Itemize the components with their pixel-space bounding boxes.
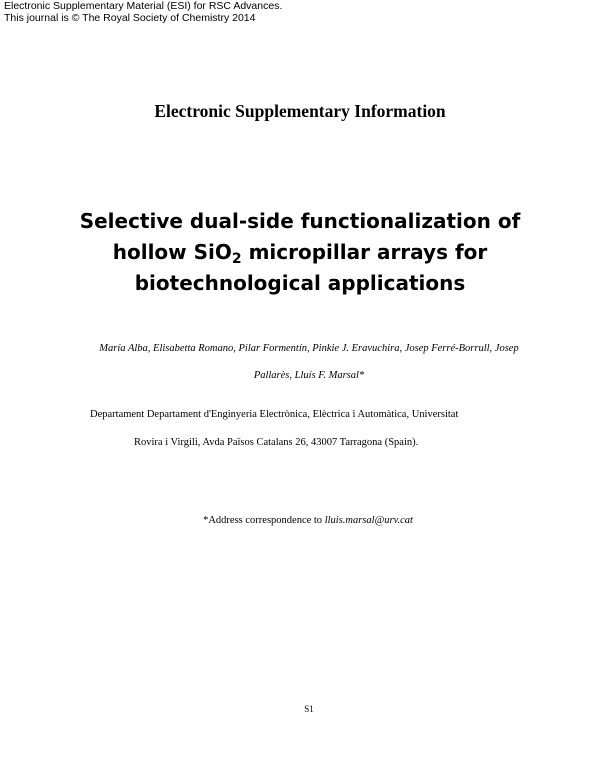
correspondence-label: *Address correspondence to [203, 515, 325, 526]
authors-line-2: Pallarès, Lluís F. Marsal* [253, 370, 365, 381]
title-line-2-start: hollow SiO [112, 240, 232, 264]
affiliation-line-2: Rovira i Virgili, Avda Països Catalans 26, 43007 Tarragona (Spain). [134, 437, 419, 448]
title-line-2 [0, 237, 600, 268]
title-line-3: biotechnological applications [134, 271, 466, 295]
correspondence [0, 514, 600, 527]
journal-header-line-2: This journal is © The Royal Society of Chemistry 2014 [4, 12, 256, 24]
paper-title [0, 206, 600, 299]
affiliation-line-1: Departament Departament d'Enginyeria Electrònica, Elèctrica i Automàtica, Universitat [90, 409, 459, 420]
title-line-1: Selective dual-side functionalization of [79, 209, 521, 233]
authors-line-1: María Alba, Elisabetta Romano, Pilar Formentín, Pinkie J. Eravuchira, Josep Ferré-Borrull, Josep [99, 343, 519, 354]
journal-header-line-1: Electronic Supplementary Material (ESI) for RSC Advances. [4, 0, 283, 12]
title-line-2-end: micropillar arrays for [241, 240, 488, 264]
page-number: S1 [304, 704, 314, 714]
esi-heading: Electronic Supplementary Information [154, 101, 446, 121]
title-subscript: 2 [231, 251, 242, 267]
correspondence-email: lluis.marsal@urv.cat [324, 515, 413, 526]
